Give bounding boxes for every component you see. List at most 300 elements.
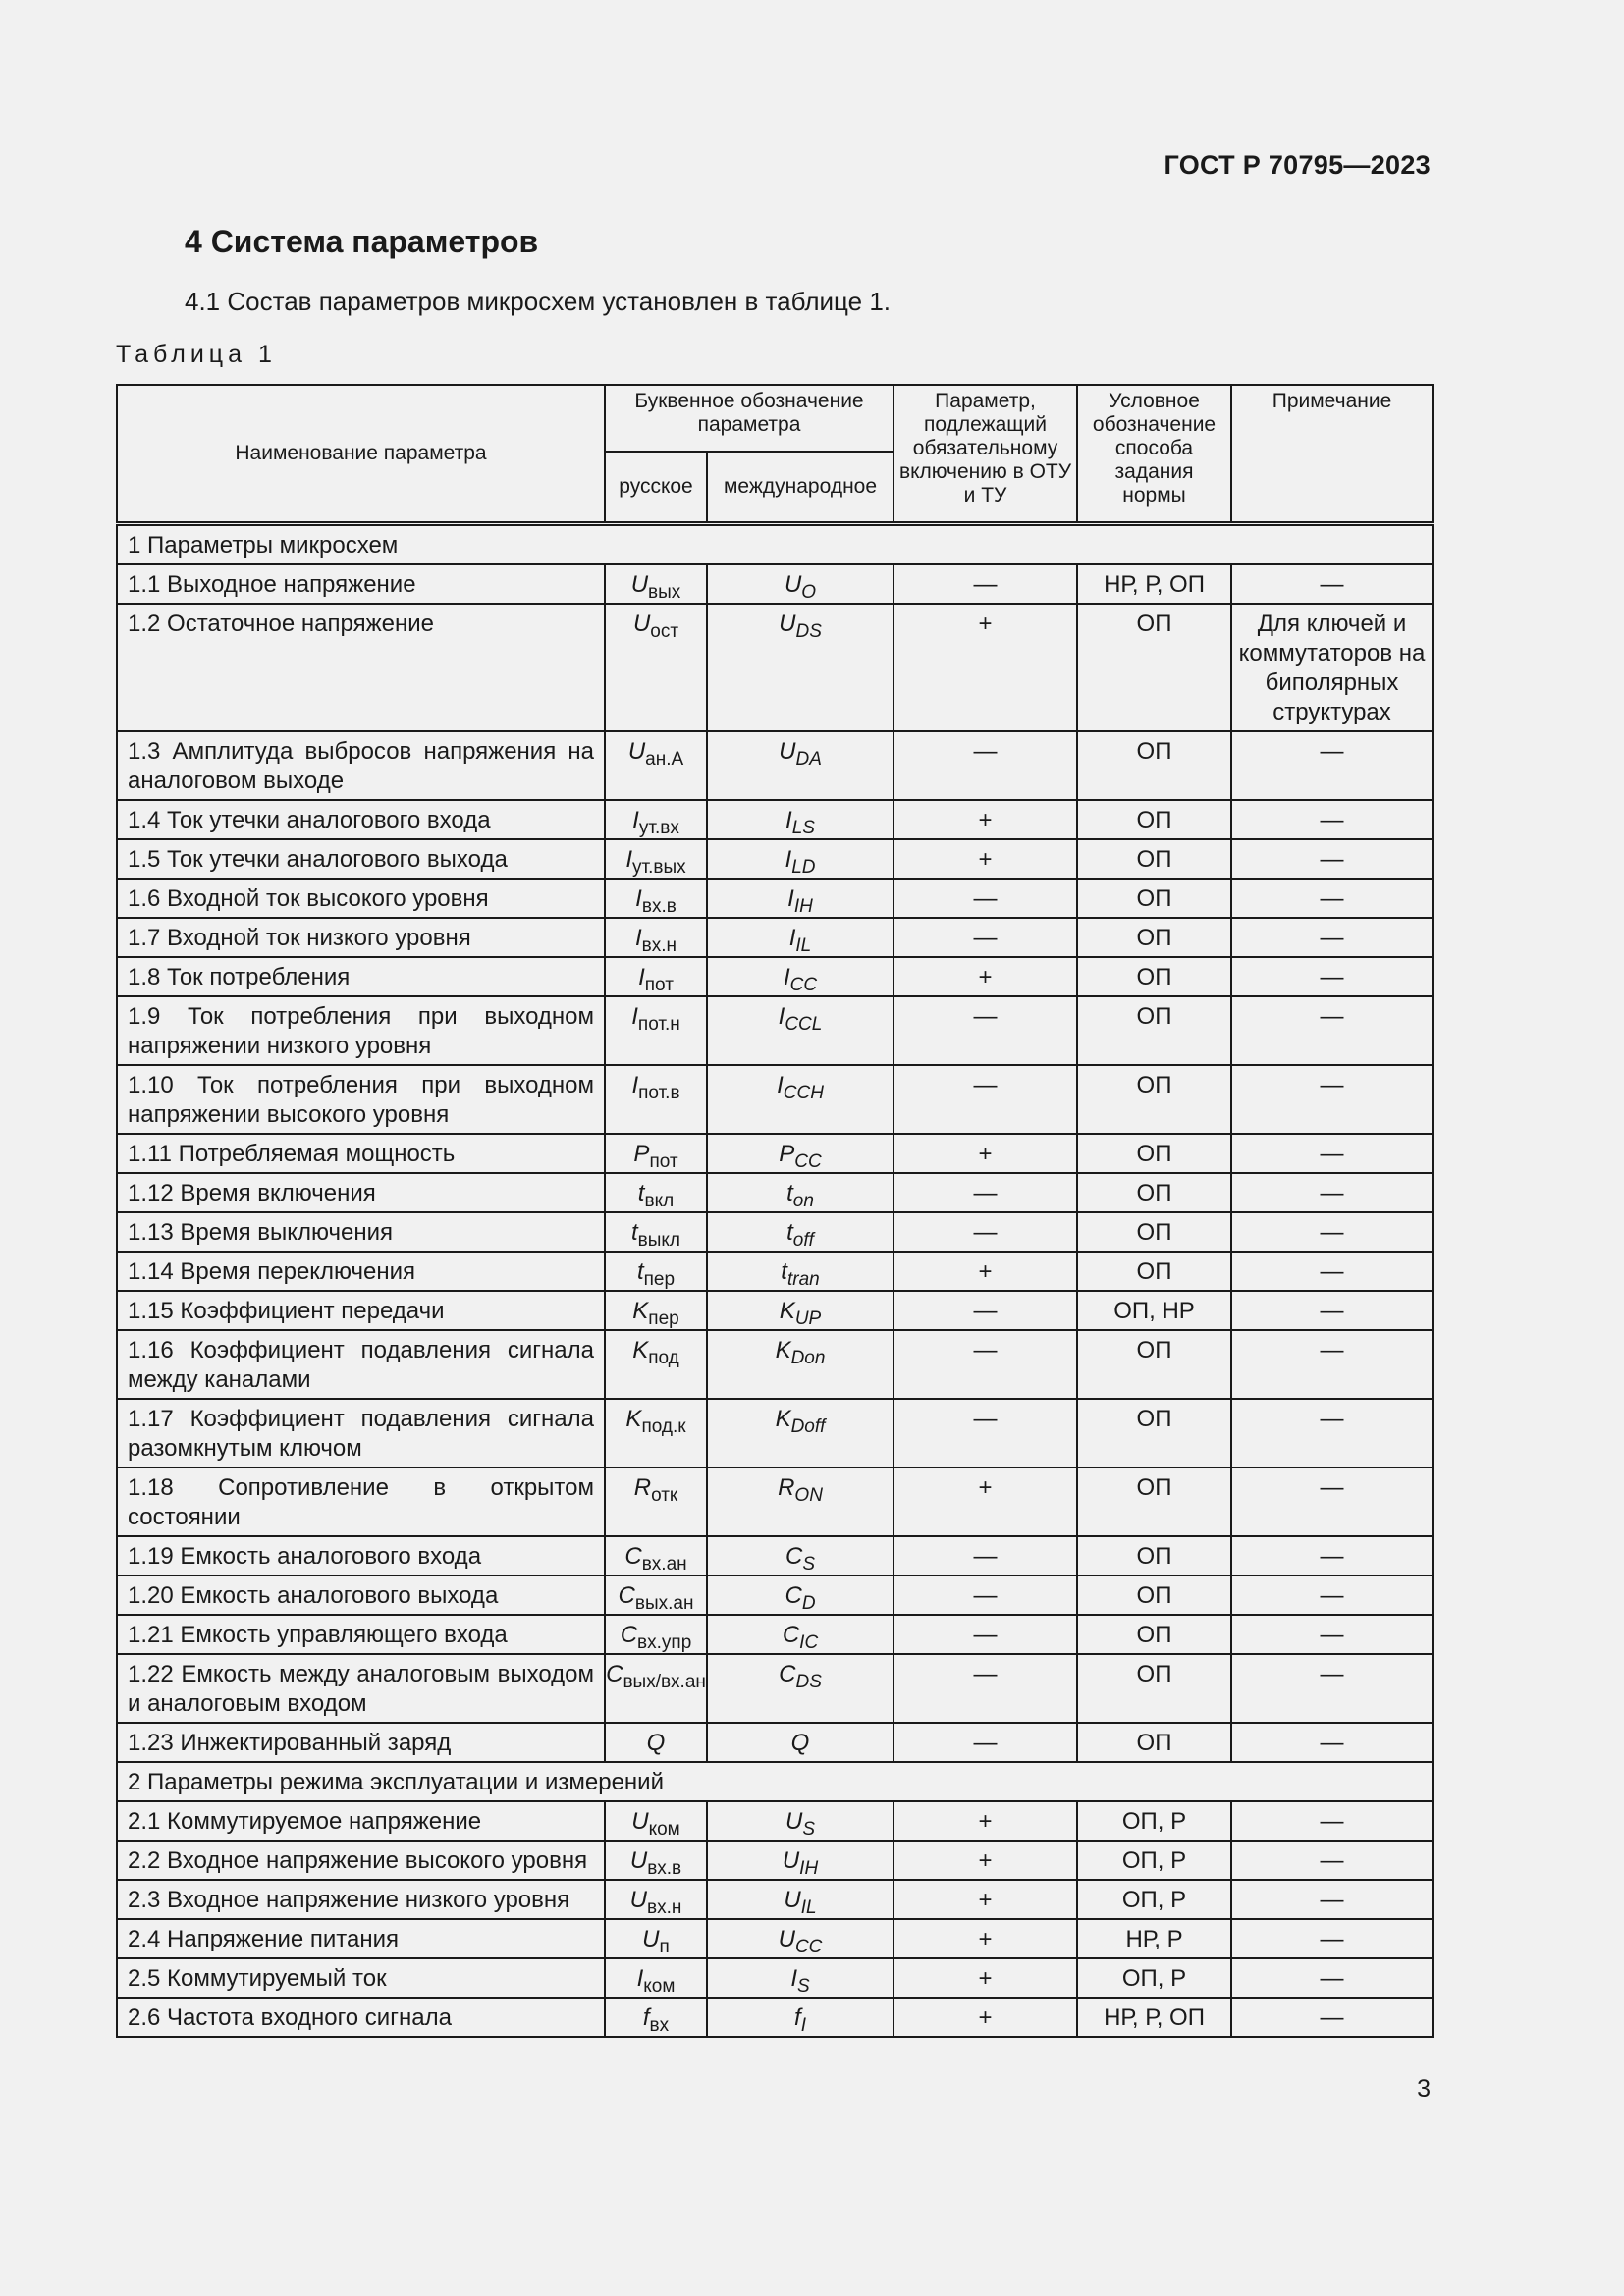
intl-symbol-base: U <box>778 1926 795 1952</box>
intl-symbol-base: U <box>784 571 802 598</box>
ru-symbol-subscript: вх.упр <box>637 1632 692 1653</box>
ru-symbol-base: C <box>606 1661 623 1687</box>
ru-symbol <box>605 1801 707 1841</box>
note-text: — <box>1231 1615 1433 1654</box>
norm-code: ОП <box>1077 1615 1231 1654</box>
intl-symbol-subscript: tran <box>786 1269 820 1290</box>
mandatory-mark: — <box>893 1654 1077 1723</box>
intl-symbol-subscript: Doff <box>790 1416 826 1437</box>
ru-symbol-subscript: вх.н <box>641 935 677 956</box>
table-row <box>117 1291 1433 1330</box>
intl-symbol-base: t <box>781 1258 787 1285</box>
note-text: — <box>1231 1958 1433 1998</box>
ru-symbol-subscript: вых/вх.ан <box>623 1672 706 1692</box>
table-row <box>117 957 1433 996</box>
intl-symbol <box>707 1252 893 1291</box>
parameter-name: 2.4 Напряжение питания <box>117 1919 605 1958</box>
intl-symbol-subscript: IH <box>799 1858 819 1879</box>
note-text: — <box>1231 839 1433 879</box>
norm-code: ОП <box>1077 1134 1231 1173</box>
mandatory-mark: — <box>893 879 1077 918</box>
note-text: — <box>1231 1330 1433 1399</box>
ru-symbol-subscript: вкл <box>644 1191 675 1211</box>
table-row <box>117 1212 1433 1252</box>
parameter-name: 1.22 Емкость между аналоговым выходом и аналоговым входом <box>117 1654 605 1723</box>
ru-symbol-base: f <box>642 2004 650 2031</box>
intl-symbol-subscript: CC <box>794 1937 823 1957</box>
intl-symbol-subscript: I <box>800 2015 806 2036</box>
norm-code: ОП <box>1077 1212 1231 1252</box>
parameter-name: 1.4 Ток утечки аналогового входа <box>117 800 605 839</box>
intro-paragraph: 4.1 Состав параметров микросхем установлен в таблице 1. <box>185 287 891 316</box>
intl-symbol-subscript: DS <box>795 621 822 642</box>
intl-symbol-subscript: Don <box>790 1348 826 1368</box>
intl-symbol <box>707 1958 893 1998</box>
parameter-name: 2.6 Частота входного сигнала <box>117 1998 605 2037</box>
mandatory-mark: — <box>893 1399 1077 1468</box>
ru-symbol-base: t <box>630 1219 638 1246</box>
intl-symbol-subscript: DS <box>795 1672 822 1692</box>
intl-symbol <box>707 1575 893 1615</box>
mandatory-mark: — <box>893 1536 1077 1575</box>
norm-code: ОП <box>1077 1654 1231 1723</box>
intl-symbol-base: I <box>788 925 796 951</box>
norm-code: ОП <box>1077 1330 1231 1399</box>
ru-symbol-base: P <box>633 1141 650 1167</box>
ru-symbol <box>605 839 707 879</box>
note-text: — <box>1231 1919 1433 1958</box>
intl-symbol <box>707 1998 893 2037</box>
column-header-norm: Условное обозначение способа задания нормы <box>1077 385 1231 524</box>
parameter-name: 1.10 Ток потребления при выходном напряжении высокого уровня <box>117 1065 605 1134</box>
table-row <box>117 1998 1433 2037</box>
ru-symbol-base: I <box>632 807 639 833</box>
intl-symbol <box>707 1615 893 1654</box>
parameter-name: 1.12 Время включения <box>117 1173 605 1212</box>
ru-symbol <box>605 996 707 1065</box>
column-header-ru: русское <box>605 452 707 524</box>
table-row <box>117 564 1433 604</box>
intl-symbol-base: U <box>785 1808 803 1835</box>
table-row <box>117 1536 1433 1575</box>
table-row <box>117 800 1433 839</box>
note-text: — <box>1231 879 1433 918</box>
ru-symbol-base: C <box>618 1582 635 1609</box>
ru-symbol <box>605 731 707 800</box>
ru-symbol-base: I <box>634 925 642 951</box>
parameter-name: 1.15 Коэффициент передачи <box>117 1291 605 1330</box>
ru-symbol <box>605 1291 707 1330</box>
ru-symbol <box>605 1919 707 1958</box>
ru-symbol <box>605 1841 707 1880</box>
intl-symbol <box>707 957 893 996</box>
parameter-name: 1.13 Время выключения <box>117 1212 605 1252</box>
parameter-name: 1.21 Емкость управляющего входа <box>117 1615 605 1654</box>
table-row <box>117 1134 1433 1173</box>
norm-code: ОП <box>1077 1536 1231 1575</box>
mandatory-mark: — <box>893 1291 1077 1330</box>
section-title: 4 Система параметров <box>185 224 539 259</box>
norm-code: ОП <box>1077 604 1231 731</box>
norm-code: ОП <box>1077 918 1231 957</box>
table-row <box>117 1468 1433 1536</box>
ru-symbol <box>605 1615 707 1654</box>
mandatory-mark: + <box>893 839 1077 879</box>
table-row <box>117 1801 1433 1841</box>
table-row <box>117 604 1433 731</box>
ru-symbol-subscript: под.к <box>641 1416 686 1437</box>
table-row <box>117 879 1433 918</box>
ru-symbol <box>605 1998 707 2037</box>
section-heading: 2 Параметры режима эксплуатации и измерений <box>117 1762 1433 1801</box>
page-number: 3 <box>1417 2075 1431 2103</box>
ru-symbol <box>605 1880 707 1919</box>
ru-symbol-subscript: отк <box>651 1485 678 1506</box>
ru-symbol-base: U <box>629 1847 648 1874</box>
ru-symbol-subscript: пот <box>644 975 674 995</box>
ru-symbol <box>605 1330 707 1399</box>
note-text: — <box>1231 1291 1433 1330</box>
table-row <box>117 1065 1433 1134</box>
intl-symbol <box>707 1173 893 1212</box>
intl-symbol-subscript: O <box>801 582 817 603</box>
intl-symbol-subscript: IL <box>800 1897 817 1918</box>
note-text: — <box>1231 800 1433 839</box>
parameter-name: 2.5 Коммутируемый ток <box>117 1958 605 1998</box>
ru-symbol-subscript: ан.А <box>645 749 684 770</box>
intl-symbol <box>707 879 893 918</box>
ru-symbol <box>605 918 707 957</box>
mandatory-mark: — <box>893 731 1077 800</box>
ru-symbol-base: K <box>632 1298 649 1324</box>
intl-symbol-subscript: S <box>797 1976 810 1997</box>
ru-symbol-base: U <box>642 1926 660 1952</box>
norm-code: ОП <box>1077 996 1231 1065</box>
ru-symbol-base: Q <box>646 1730 666 1756</box>
note-text: — <box>1231 564 1433 604</box>
norm-code: ОП <box>1077 1575 1231 1615</box>
parameter-name: 2.3 Входное напряжение низкого уровня <box>117 1880 605 1919</box>
ru-symbol-subscript: вых.ан <box>634 1593 694 1614</box>
ru-symbol-subscript: пот.н <box>637 1014 680 1035</box>
parameter-name: 1.16 Коэффициент подавления сигнала между каналами <box>117 1330 605 1399</box>
parameters-table <box>116 384 1434 2038</box>
intl-symbol <box>707 1134 893 1173</box>
mandatory-mark: + <box>893 1958 1077 1998</box>
ru-symbol-subscript: вх.ан <box>641 1554 687 1575</box>
parameter-name: 1.2 Остаточное напряжение <box>117 604 605 731</box>
ru-symbol-base: C <box>620 1622 638 1648</box>
norm-code: ОП <box>1077 839 1231 879</box>
mandatory-mark: — <box>893 1615 1077 1654</box>
norm-code: НР, Р, ОП <box>1077 564 1231 604</box>
norm-code: ОП <box>1077 879 1231 918</box>
parameter-name: 1.17 Коэффициент подавления сигнала разомкнутым ключом <box>117 1399 605 1468</box>
ru-symbol-base: U <box>629 1887 647 1913</box>
intl-symbol <box>707 1468 893 1536</box>
intl-symbol-subscript: D <box>801 1593 816 1614</box>
ru-symbol-subscript: вх.в <box>641 896 677 917</box>
parameter-name: 1.1 Выходное напряжение <box>117 564 605 604</box>
mandatory-mark: — <box>893 1212 1077 1252</box>
ru-symbol-base: I <box>635 885 642 912</box>
note-text: — <box>1231 1723 1433 1762</box>
note-text: — <box>1231 1065 1433 1134</box>
norm-code: ОП, Р <box>1077 1841 1231 1880</box>
intl-symbol <box>707 839 893 879</box>
ru-symbol <box>605 1399 707 1468</box>
table-row <box>117 1330 1433 1399</box>
table-row <box>117 1173 1433 1212</box>
intl-symbol <box>707 918 893 957</box>
ru-symbol-subscript: пер <box>643 1269 676 1290</box>
ru-symbol <box>605 957 707 996</box>
note-text: — <box>1231 957 1433 996</box>
ru-symbol-subscript: пот.в <box>638 1083 680 1103</box>
ru-symbol <box>605 1065 707 1134</box>
intl-symbol-base: t <box>786 1180 793 1206</box>
table-row <box>117 731 1433 800</box>
mandatory-mark: — <box>893 1173 1077 1212</box>
norm-code: ОП, Р <box>1077 1958 1231 1998</box>
document-code: ГОСТ Р 70795—2023 <box>1164 150 1431 180</box>
intl-symbol <box>707 1065 893 1134</box>
norm-code: НР, Р <box>1077 1919 1231 1958</box>
mandatory-mark: — <box>893 1723 1077 1762</box>
mandatory-mark: — <box>893 1330 1077 1399</box>
intl-symbol-subscript: UP <box>794 1308 822 1329</box>
ru-symbol-base: I <box>638 964 645 990</box>
norm-code: ОП <box>1077 800 1231 839</box>
intl-symbol-base: U <box>782 1847 800 1874</box>
parameter-name: 1.20 Емкость аналогового выхода <box>117 1575 605 1615</box>
section-row <box>117 1762 1433 1801</box>
intl-symbol-subscript: CCH <box>783 1083 824 1103</box>
intl-symbol <box>707 996 893 1065</box>
note-text: — <box>1231 996 1433 1065</box>
norm-code: ОП <box>1077 1252 1231 1291</box>
ru-symbol <box>605 879 707 918</box>
column-header-mandatory: Параметр, подлежащий обязательному включению в ОТУ и ТУ <box>893 385 1077 524</box>
mandatory-mark: — <box>893 564 1077 604</box>
table-row <box>117 1575 1433 1615</box>
norm-code: ОП <box>1077 957 1231 996</box>
norm-code: ОП <box>1077 1173 1231 1212</box>
parameter-name: 2.2 Входное напряжение высокого уровня <box>117 1841 605 1880</box>
ru-symbol <box>605 564 707 604</box>
ru-symbol <box>605 1468 707 1536</box>
intl-symbol-base: U <box>779 611 796 637</box>
intl-symbol-subscript: CC <box>789 975 818 995</box>
intl-symbol-base: I <box>785 807 792 833</box>
intl-symbol-base: I <box>790 1965 797 1992</box>
parameter-name: 1.9 Ток потребления при выходном напряжении низкого уровня <box>117 996 605 1065</box>
note-text: — <box>1231 1173 1433 1212</box>
norm-code: ОП <box>1077 1065 1231 1134</box>
intl-symbol <box>707 1801 893 1841</box>
mandatory-mark: + <box>893 1880 1077 1919</box>
intl-symbol <box>707 1291 893 1330</box>
table-row <box>117 918 1433 957</box>
intl-symbol-subscript: DA <box>795 749 822 770</box>
mandatory-mark: + <box>893 957 1077 996</box>
intl-symbol <box>707 1841 893 1880</box>
ru-symbol-base: C <box>624 1543 642 1570</box>
parameter-name: 1.7 Входной ток низкого уровня <box>117 918 605 957</box>
ru-symbol-base: U <box>630 571 649 598</box>
mandatory-mark: + <box>893 1801 1077 1841</box>
ru-symbol <box>605 604 707 731</box>
table-row <box>117 1654 1433 1723</box>
ru-symbol <box>605 1654 707 1723</box>
mandatory-mark: + <box>893 1998 1077 2037</box>
intl-symbol-subscript: IC <box>799 1632 819 1653</box>
intl-symbol <box>707 1919 893 1958</box>
ru-symbol-base: U <box>632 611 651 637</box>
intl-symbol-base: I <box>787 885 794 912</box>
note-text: — <box>1231 1654 1433 1723</box>
intl-symbol-base: I <box>783 964 790 990</box>
section-row <box>117 524 1433 565</box>
ru-symbol <box>605 1958 707 1998</box>
table-row <box>117 1615 1433 1654</box>
intl-symbol <box>707 1536 893 1575</box>
ru-symbol <box>605 1575 707 1615</box>
table-row <box>117 996 1433 1065</box>
intl-symbol-subscript: S <box>802 1819 816 1840</box>
norm-code: ОП <box>1077 1723 1231 1762</box>
column-header-letter-group: Буквенное обозначение параметра <box>605 385 893 452</box>
parameter-name: 1.19 Емкость аналогового входа <box>117 1536 605 1575</box>
note-text: — <box>1231 1468 1433 1536</box>
norm-code: ОП, НР <box>1077 1291 1231 1330</box>
note-text: — <box>1231 1575 1433 1615</box>
intl-symbol-subscript: S <box>802 1554 816 1575</box>
intl-symbol-subscript: IL <box>795 935 812 956</box>
mandatory-mark: + <box>893 604 1077 731</box>
note-text: — <box>1231 1801 1433 1841</box>
intl-symbol <box>707 1330 893 1399</box>
intl-symbol <box>707 1723 893 1762</box>
ru-symbol <box>605 1134 707 1173</box>
intl-symbol-subscript: LD <box>791 857 816 878</box>
parameter-name: 1.8 Ток потребления <box>117 957 605 996</box>
ru-symbol-base: K <box>625 1406 642 1432</box>
mandatory-mark: + <box>893 800 1077 839</box>
norm-code: ОП, Р <box>1077 1801 1231 1841</box>
note-text: — <box>1231 1998 1433 2037</box>
ru-symbol-subscript: ком <box>643 1976 676 1997</box>
ru-symbol-base: U <box>627 738 646 765</box>
intl-symbol <box>707 800 893 839</box>
table-row <box>117 1399 1433 1468</box>
intl-symbol-base: C <box>785 1543 803 1570</box>
note-text: — <box>1231 731 1433 800</box>
intl-symbol <box>707 1212 893 1252</box>
intl-symbol-base: Q <box>790 1730 810 1756</box>
norm-code: ОП <box>1077 731 1231 800</box>
ru-symbol-subscript: ут.вх <box>638 818 679 838</box>
mandatory-mark: — <box>893 1575 1077 1615</box>
note-text: — <box>1231 1841 1433 1880</box>
intl-symbol-base: C <box>779 1661 796 1687</box>
ru-symbol-base: I <box>625 846 633 873</box>
intl-symbol <box>707 731 893 800</box>
mandatory-mark: — <box>893 996 1077 1065</box>
ru-symbol-base: t <box>636 1258 644 1285</box>
intl-symbol-base: K <box>779 1298 795 1324</box>
intl-symbol <box>707 564 893 604</box>
intl-symbol-subscript: off <box>792 1230 814 1251</box>
ru-symbol-subscript: ут.вых <box>632 857 686 878</box>
ru-symbol-subscript: п <box>659 1937 670 1957</box>
intl-symbol-base: R <box>778 1474 795 1501</box>
intl-symbol-base: C <box>782 1622 800 1648</box>
intl-symbol-subscript: ON <box>794 1485 823 1506</box>
ru-symbol-base: I <box>631 1003 638 1030</box>
intl-symbol-subscript: CC <box>794 1151 822 1172</box>
ru-symbol-subscript: вх <box>649 2015 670 2036</box>
ru-symbol-subscript: под <box>648 1348 679 1368</box>
table-row <box>117 1919 1433 1958</box>
ru-symbol-base: I <box>636 1965 644 1992</box>
table-row <box>117 1841 1433 1880</box>
column-header-intl: международное <box>707 452 893 524</box>
ru-symbol-base: U <box>631 1808 649 1835</box>
ru-symbol-base: t <box>637 1180 645 1206</box>
ru-symbol-subscript: пот <box>649 1151 678 1172</box>
ru-symbol <box>605 1252 707 1291</box>
note-text: — <box>1231 1536 1433 1575</box>
intl-symbol-subscript: IH <box>793 896 813 917</box>
mandatory-mark: + <box>893 1919 1077 1958</box>
table-row <box>117 1958 1433 1998</box>
ru-symbol-subscript: ост <box>650 621 679 642</box>
table-label: Таблица 1 <box>116 341 277 368</box>
table-row <box>117 1723 1433 1762</box>
section-heading: 1 Параметры микросхем <box>117 524 1433 565</box>
intl-symbol-base: t <box>786 1219 793 1246</box>
note-text: — <box>1231 1252 1433 1291</box>
note-text: — <box>1231 918 1433 957</box>
intl-symbol-subscript: CCL <box>785 1014 823 1035</box>
norm-code: ОП <box>1077 1399 1231 1468</box>
intl-symbol-base: I <box>778 1003 785 1030</box>
intl-symbol-base: I <box>777 1072 784 1098</box>
intl-symbol-base: C <box>785 1582 802 1609</box>
parameter-name: 1.18 Сопротивление в открытом состоянии <box>117 1468 605 1536</box>
parameter-name: 1.5 Ток утечки аналогового выхода <box>117 839 605 879</box>
ru-symbol-subscript: пер <box>648 1308 679 1329</box>
intl-symbol-subscript: on <box>792 1191 814 1211</box>
norm-code: НР, Р, ОП <box>1077 1998 1231 2037</box>
parameter-name: 1.23 Инжектированный заряд <box>117 1723 605 1762</box>
norm-code: ОП <box>1077 1468 1231 1536</box>
ru-symbol-subscript: вых <box>648 582 681 603</box>
table-row <box>117 839 1433 879</box>
intl-symbol <box>707 1399 893 1468</box>
mandatory-mark: — <box>893 918 1077 957</box>
intl-symbol-base: U <box>779 738 796 765</box>
table-body <box>117 524 1433 2038</box>
intl-symbol <box>707 604 893 731</box>
ru-symbol-subscript: вх.н <box>646 1897 682 1918</box>
intl-symbol-base: f <box>794 2004 801 2031</box>
ru-symbol <box>605 1723 707 1762</box>
ru-symbol-subscript: вх.в <box>647 1858 682 1879</box>
intl-symbol-base: I <box>785 846 792 873</box>
ru-symbol-base: I <box>631 1072 639 1098</box>
